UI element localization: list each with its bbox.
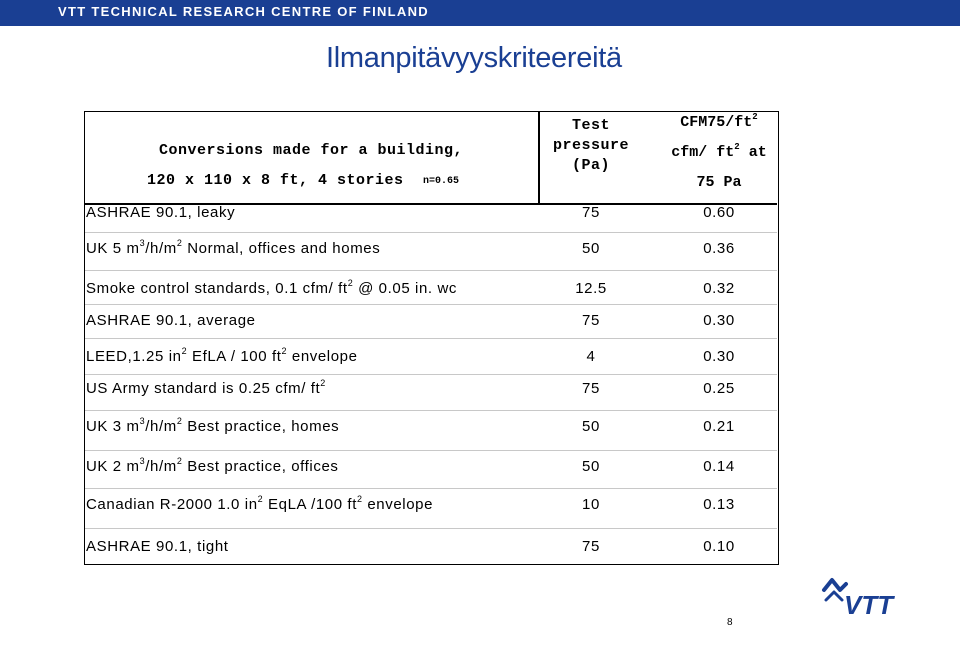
vtt-logo: [820, 576, 910, 622]
test-pressure-value: 50: [582, 240, 600, 257]
cfm-value: 0.30: [703, 312, 735, 329]
cfm-value: 0.14: [703, 458, 735, 475]
cfm-header-line1: [663, 114, 775, 131]
criterion-label: ASHRAE 90.1, leaky: [86, 204, 236, 221]
air-change-rate: n=0.65: [423, 176, 460, 187]
row-divider: [85, 488, 777, 489]
row-divider: [85, 450, 777, 451]
row-divider: [85, 304, 777, 305]
cfm-header-sup: 2: [734, 142, 740, 152]
criterion-label: Smoke control standards, 0.1 cfm/ $ft^2$ @ 0.05 in. wc: [86, 278, 457, 297]
org-name: VTT TECHNICAL RESEARCH CENTRE OF FINLAND: [58, 4, 429, 19]
row-divider: [85, 270, 777, 271]
test-pressure-header-line: (Pa): [571, 157, 610, 174]
criterion-label: ASHRAE 90.1, average: [86, 312, 256, 329]
cfm-value: 0.60: [703, 204, 735, 221]
cfm-header-sup: 2: [752, 112, 758, 122]
table-row: [85, 418, 777, 438]
table-row: [85, 280, 777, 300]
cfm-value: 0.30: [703, 348, 735, 365]
test-pressure-header-line: Test: [571, 117, 610, 134]
test-pressure-value: 10: [582, 496, 600, 513]
building-dimensions: 120 x 110 x 8 ft, 4 stories: [147, 172, 404, 189]
criterion-label: US Army standard is 0.25 cfm/ $ft^2$: [86, 378, 326, 397]
table-row: [85, 380, 777, 400]
cfm-header-line2: [663, 144, 775, 161]
test-pressure-value: 75: [582, 204, 600, 221]
row-divider: [85, 410, 777, 411]
criterion-label: LEED,1.25 $in^2$ EfLA / 100 $ft^2$ envelope: [86, 346, 358, 365]
criterion-label: UK 2 $m^3/h/m^2$ Best practice, offices: [86, 456, 339, 475]
test-pressure-value: 75: [582, 380, 600, 397]
test-pressure-value: 12.5: [575, 280, 607, 297]
table-row: [85, 458, 777, 478]
row-divider: [85, 374, 777, 375]
cfm-header-line3: 75 Pa: [696, 174, 742, 191]
slide-title: Ilmanpitävyyskriteereitä: [326, 42, 622, 74]
cfm-value: 0.32: [703, 280, 735, 297]
table-row: [85, 312, 777, 332]
row-divider: [85, 232, 777, 233]
table-row: [85, 204, 777, 224]
conversion-note: Conversions made for a building,: [159, 142, 464, 159]
criterion-label: UK 3 $m^3/h/m^2$ Best practice, homes: [86, 416, 340, 435]
table-row: [85, 538, 777, 558]
cfm-value: 0.10: [703, 538, 735, 555]
row-divider: [85, 528, 777, 529]
criterion-label: ASHRAE 90.1, tight: [86, 538, 229, 555]
table-row: [85, 348, 777, 368]
cfm-header-text: cfm/ ft: [671, 144, 735, 161]
header-bar: [0, 0, 960, 26]
cfm-header-tail: at: [739, 144, 767, 161]
test-pressure-value: 75: [582, 312, 600, 329]
cfm-header-text: CFM75/ft: [680, 114, 753, 131]
row-divider: [85, 338, 777, 339]
criterion-label: Canadian R-2000 1.0 $in^2$ EqLA /100 $ft^2$ envelope: [86, 494, 434, 513]
criteria-table: [84, 111, 779, 565]
logo-text: VTT: [844, 590, 894, 620]
test-pressure-value: 50: [582, 458, 600, 475]
cfm-value: 0.36: [703, 240, 735, 257]
test-pressure-header-line: pressure: [552, 137, 629, 154]
test-pressure-value: 50: [582, 418, 600, 435]
test-pressure-value: 4: [586, 348, 596, 365]
cfm-value: 0.21: [703, 418, 735, 435]
table-row: [85, 240, 777, 260]
criterion-label: UK 5 $m^3/h/m^2$ Normal, offices and homes: [86, 238, 381, 257]
test-pressure-value: 75: [582, 538, 600, 555]
cfm-value: 0.25: [703, 380, 735, 397]
test-pressure-header: [531, 116, 651, 176]
page-number: 8: [727, 617, 733, 628]
table-row: [85, 496, 777, 516]
cfm-value: 0.13: [703, 496, 735, 513]
